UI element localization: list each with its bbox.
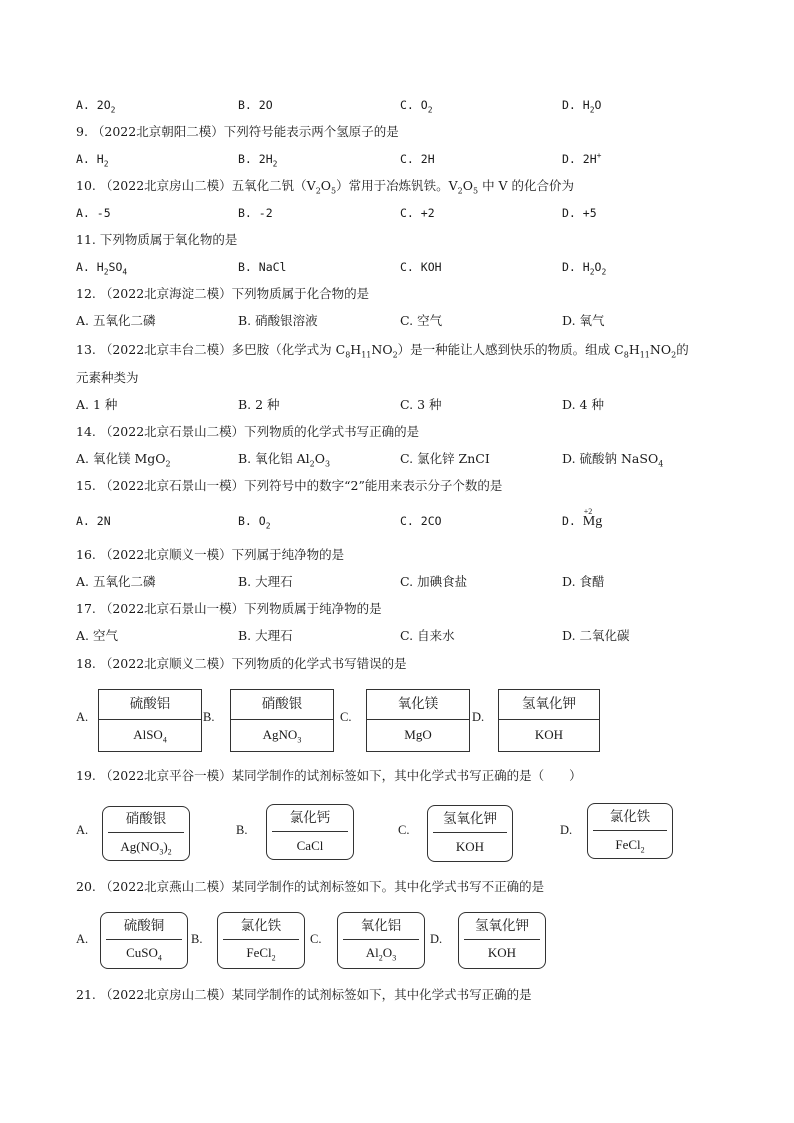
q19-label-a [102,806,190,861]
reagent-formula: KOH [455,839,485,854]
q18-label-c [366,689,470,752]
q18-letter-c: C. [340,710,352,724]
q10-option-d: D. +5 [562,206,597,220]
reagent-name: 氧化铝 [343,913,419,940]
q19-letter-d: D. [560,823,573,837]
reagent-name: 氢氧化钾 [499,690,599,720]
q15-options [76,507,736,531]
reagent-formula: KOH [534,727,564,742]
q13-option-a: A. 1 种 [76,397,118,412]
q19-stem: 19. （2022北京平谷一模）某同学制作的试剂标签如下，其中化学式书写正确的是（ ） [76,768,582,783]
q13-stem-line2: 元素种类为 [76,370,139,385]
q10-option-c: C. +2 [400,206,435,220]
reagent-name: 氧化镁 [367,690,469,720]
q17-option-c: C. 自来水 [400,628,455,643]
reagent-name: 氯化铁 [223,913,299,940]
q19-letter-a: A. [76,823,89,837]
q18-label-d [498,689,600,752]
q9-option-b: B. $2H_2$ [238,152,278,169]
q16-option-a: A. 五氧化二磷 [76,574,156,589]
q19-letter-b: B. [236,823,248,837]
q17-options [76,626,736,646]
q20-letter-d: D. [430,932,443,946]
q12-option-c: C. 空气 [400,313,443,328]
reagent-name: 氯化铁 [593,804,667,831]
reagent-formula: CuSO$_4$ [126,945,162,963]
q12-stem: 12. （2022北京海淀二模）下列物质属于化合物的是 [76,286,370,301]
q8-option-c: C. $O_2$ [400,98,433,115]
q17-option-a: A. 空气 [76,628,118,643]
q18-letter-b: B. [203,710,215,724]
q9-stem: 9. （2022北京朝阳二模）下列符号能表示两个氢原子的是 [76,124,399,139]
q10-stem: 10. （2022北京房山二模）五氧化二钒$(V_2O_5)$常用于冶炼钒铁。$V_2O_5$ 中 V 的化合价为 [76,178,575,196]
q12-option-b: B. 硝酸银溶液 [238,313,318,328]
q15-option-c: C. 2CO [400,514,442,528]
q20-label-a [100,912,188,969]
q16-stem: 16. （2022北京顺义一模）下列属于纯净物的是 [76,547,345,562]
q13-option-d: D. 4 种 [562,397,604,412]
q16-option-d: D. 食醋 [562,574,605,589]
reagent-name: 硫酸铝 [99,690,201,720]
q16-option-c: C. 加碘食盐 [400,574,468,589]
q20-label-d [458,912,546,969]
q14-option-d: D. 硫酸钠 NaSO$_4$ [562,451,664,469]
q19-letter-c: C. [398,823,410,837]
q18-label-b [230,689,334,752]
q19-label-b [266,804,354,860]
reagent-name: 硫酸铜 [106,913,182,940]
q11-option-d: D. $H_2O_2$ [562,260,607,277]
q13-option-b: B. 2 种 [238,397,280,412]
q20-stem: 20. （2022北京燕山二模）某同学制作的试剂标签如下。其中化学式书写不正确的是 [76,879,545,894]
q14-option-a: A. 氧化镁 MgO$_2$ [76,451,171,469]
reagent-formula: AlSO$_4$ [133,727,167,745]
q20-letter-b: B. [191,932,203,946]
mg-ion-symbol: +2 Mg [582,507,603,529]
q18-letter-d: D. [472,710,485,724]
q9-option-a: A. $H_2$ [76,152,109,169]
reagent-name: 氢氧化钾 [433,806,507,833]
q11-options [76,257,736,277]
q15-stem: 15. （2022北京石景山一模）下列符号中的数字“2”能用来表示分子个数的是 [76,478,503,493]
q20-label-c [337,912,425,969]
q19-label-c [427,805,513,862]
reagent-name: 硝酸银 [231,690,333,720]
q17-stem: 17. （2022北京石景山一模）下列物质属于纯净物的是 [76,601,382,616]
q11-option-c: C. KOH [400,260,442,274]
q18-letter-a: A. [76,710,89,724]
reagent-formula: AgNO$_3$ [262,727,302,745]
q8-option-a: A. $2O_2$ [76,98,116,115]
reagent-formula: FeCl$_2$ [246,945,276,963]
q14-option-c: C. 氯化锌 ZnCI [400,451,490,466]
q19-label-d [587,803,673,859]
q8-option-b: B. 2O [238,98,273,112]
q9-options [76,149,736,169]
q15-option-d: D. +2 Mg [562,511,602,531]
q20-label-b [217,912,305,969]
q15-option-a: A. 2N [76,514,111,528]
q14-option-b: B. 氧化铝 $Al_2O_3$ [238,451,331,469]
q10-option-b: B. -2 [238,206,273,220]
q12-option-d: D. 氧气 [562,313,605,328]
q8-options [76,95,736,115]
q20-letter-c: C. [310,932,322,946]
q18-stem: 18. （2022北京顺义二模）下列物质的化学式书写错误的是 [76,656,407,671]
q9-option-c: C. 2H [400,152,435,166]
q21-stem: 21. （2022北京房山二模）某同学制作的试剂标签如下，其中化学式书写正确的是 [76,987,532,1002]
q12-options [76,311,736,331]
reagent-formula: KOH [487,945,517,960]
q11-option-b: B. NaCl [238,260,287,274]
q13-option-c: C. 3 种 [400,397,442,412]
q15-option-b: B. $O_2$ [238,514,271,531]
q12-option-a: A. 五氧化二磷 [76,313,156,328]
reagent-name: 氯化钙 [272,805,348,832]
q14-stem: 14. （2022北京石景山二模）下列物质的化学式书写正确的是 [76,424,420,439]
q10-options [76,203,736,223]
reagent-name: 硝酸银 [108,807,184,833]
q13-stem: 13. （2022北京丰台二模）多巴胺（化学式为 $C_8H_{11}NO_2$）是一种能让人感到快乐的物质。组成 $C_8H_{11}NO_2$的 [76,342,689,360]
q16-options [76,572,736,592]
q14-options [76,449,736,469]
reagent-formula: MgO [404,727,432,742]
reagent-formula: CaCl [296,838,324,853]
q20-letter-a: A. [76,932,89,946]
reagent-formula: FeCl$_2$ [615,837,645,855]
reagent-name: 氢氧化钾 [464,913,540,940]
q13-options [76,395,736,415]
q11-option-a: A. $H_2SO_4$ [76,260,128,277]
q17-option-d: D. 二氧化碳 [562,628,630,643]
q9-option-d: D. 2H+ [562,151,602,166]
q18-label-a [98,689,202,752]
reagent-formula: $Al_2O_3$ [365,945,397,963]
q16-option-b: B. 大理石 [238,574,293,589]
q10-option-a: A. -5 [76,206,111,220]
reagent-formula: $Ag(NO_3)_2$ [120,839,172,857]
q8-option-d: D. $H_2O$ [562,98,602,115]
q17-option-b: B. 大理石 [238,628,293,643]
q11-stem: 11. 下列物质属于氧化物的是 [76,232,238,247]
